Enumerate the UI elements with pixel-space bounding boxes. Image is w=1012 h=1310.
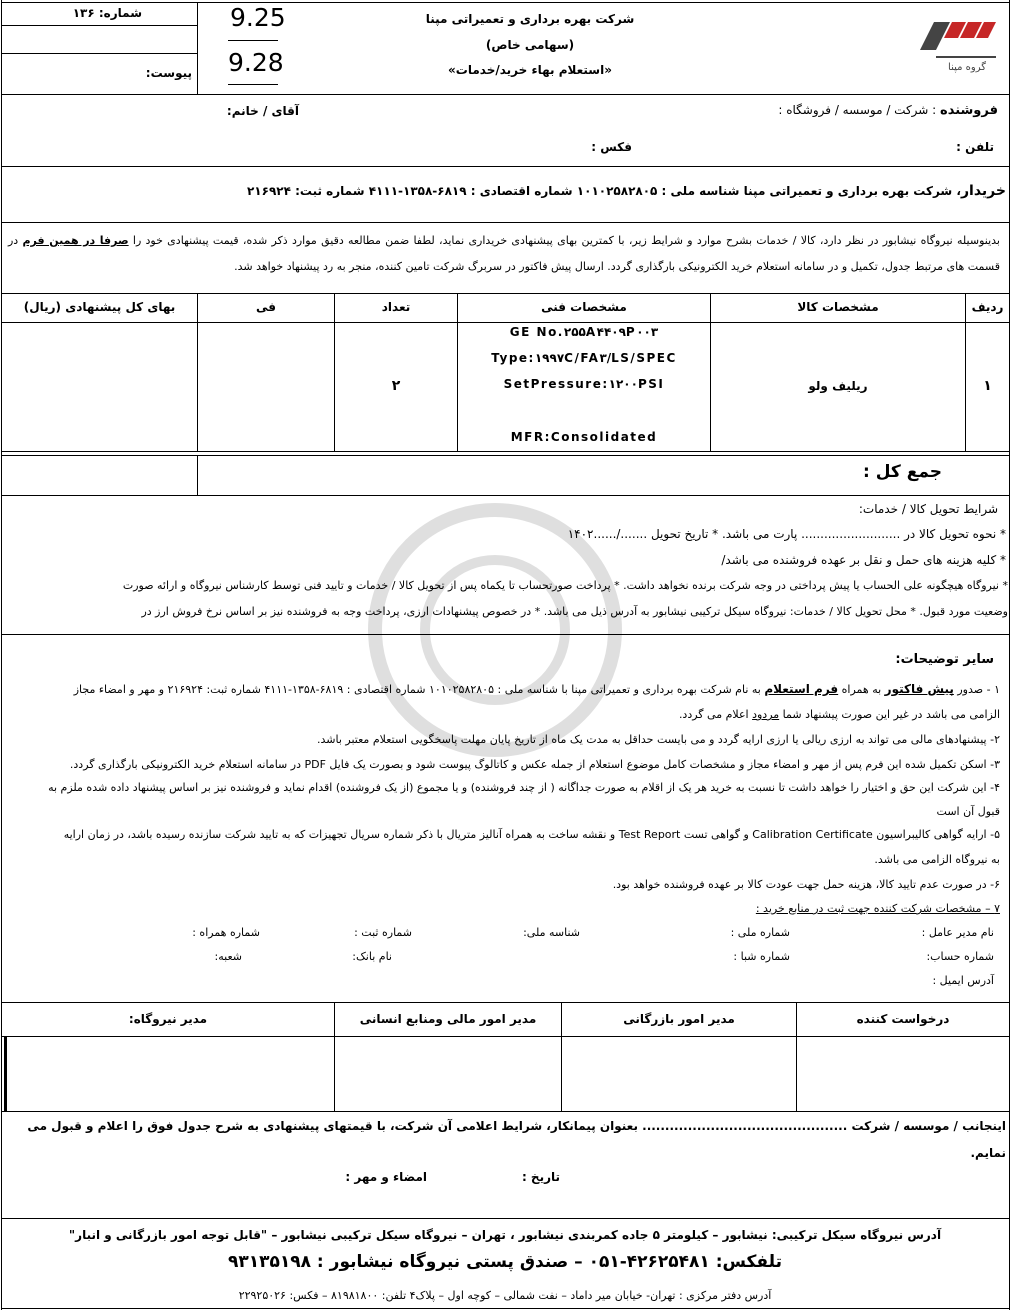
col-divider [4, 1036, 7, 1111]
sig-commerce: مدیر امور بازرگانی [623, 1012, 735, 1026]
handwritten-number-top: 9.25 [230, 3, 286, 32]
note-1-cont [679, 708, 1000, 721]
divider [1, 1036, 1009, 1037]
divider [1, 634, 1009, 635]
buyer-line [247, 183, 1006, 199]
note-5: ۵- ارایه گواهی کالیبراسیون Calibration Certificate و گواهی تست Test Report و نقشه ساخت به همراه آنالیز متریال با ذکر شماره سریال تجهیزات که به تایید شرکت سازنده رسیده باشد، در زمان ارایه [63, 828, 1000, 841]
branch-label: شعبه: [214, 950, 242, 963]
delivery-line3: * نیروگاه هیچگونه علی الحساب یا پیش پرداختی در وجه شرکت برنده نخواهد داشت. * پرداخت صورتحساب تا یکماه پس از تحویل کالا / خدمات و تایید فنی توسط کارشناس نیروگاه و ارائه صورت [122, 579, 1008, 592]
frame-top [1, 2, 1009, 3]
th-qty: تعداد [381, 300, 411, 314]
cell-qty: ۲ [391, 378, 401, 394]
note-7: ۷ – مشخصات شرکت کننده جهت ثبت در منابع خرید : [755, 902, 1000, 915]
col-divider [965, 293, 966, 451]
ceo-label: نام مدیر عامل : [921, 926, 994, 939]
divider [1, 1218, 1009, 1219]
seller-company-label: : شرکت / موسسه / فروشگاه : [778, 103, 937, 117]
note-1-b: پیش فاکتور [884, 682, 954, 696]
th-goods: مشخصات کالا [797, 300, 879, 314]
sheba-label: شماره شبا : [733, 950, 790, 963]
company-national-id-label: شناسه ملی: [523, 926, 580, 939]
divider [197, 2, 198, 94]
divider [1, 222, 1009, 223]
email-label: آدرس ایمیل : [932, 974, 994, 987]
declaration-line1: اینجانب / موسسه / شرکت ............................................. بعنوان پیمانکار، شرایط اعلامی آن شرکت، با قیمتهای پیشنهادی به شرح جدول فوق را اعلام و قبول می [27, 1119, 1006, 1133]
declaration-line2: نمایم. [970, 1146, 1006, 1160]
buyer-text: ، شرکت بهره برداری و تعمیراتی مپنا شناسه ملی : ۱۰۱۰۲۵۸۲۸۰۵ شماره اقتصادی : ۶۸۱۹-۱۳۵۸-۴۱۱۱ شماره ثبت: ۲۱۶۹۲۴ [246, 184, 961, 198]
divider [1, 166, 1009, 167]
seller-label: فروشنده [940, 103, 998, 118]
cell-row: ۱ [983, 378, 992, 394]
handwritten-number-bottom: 9.28 [228, 48, 284, 77]
note-1-h: اعلام می گردد. [678, 708, 753, 721]
note-4-cont: قبول آن است [936, 805, 1000, 818]
attachment-label: پیوست: [145, 66, 192, 80]
company-name: شرکت بهره برداری و تعمیراتی مپنا [425, 12, 635, 26]
frame-left [1, 0, 2, 1310]
bank-label: نام بانک: [352, 950, 392, 963]
note-1 [74, 682, 1000, 696]
col-divider [197, 293, 198, 451]
mobile-label: شماره همراه : [192, 926, 260, 939]
note-3: ۳- اسکن تکمیل شده این فرم پس از مهر و امضاء مجاز و مشخصات کامل موضوع استعلام از جمله عکس و کاتالوگ پیوست شود و بصورت یک فایل PDF در سامانه استعلام خرید الکترونیکی بارگذاری گردد. [69, 758, 1000, 771]
seller-line [778, 103, 998, 118]
divider [1, 293, 1009, 294]
note-1-c: به همراه [838, 683, 885, 696]
cell-tech-1: GE No.۲۵۵A۴۴۰۹P۰۰۳ [509, 325, 659, 339]
cell-goods: ریلیف ولو [808, 379, 868, 393]
sig-finance: مدیر امور مالی ومنابع انسانی [359, 1012, 537, 1026]
cell-tech-4: MFR:Consolidated [510, 430, 658, 444]
note-4: ۴- این شرکت این حق و اختیار را خواهد داشت تا نسبت به خرید هر یک از اقلام به صورت جداگانه ( از چند فروشنده) و یا مجموع (از یک فروشنده) اقدام نماید و فروشنده نیز بر اساس پیشنهاد داده شده ملزم به [48, 781, 1000, 794]
frame-right [1009, 0, 1010, 1310]
phone-label: تلفن : [956, 140, 994, 154]
table-header-bottom [1, 322, 1009, 323]
divider [1, 455, 1009, 456]
svg-text:گروه مپنا: گروه مپنا [948, 62, 986, 73]
note-5-cont: به نیروگاه الزامی می باشد. [874, 853, 1000, 866]
col-divider [334, 293, 335, 451]
intro-emphasis: صرفا در همین فرم [22, 234, 129, 247]
mapna-logo [912, 20, 998, 78]
note-1-a: ۱ - صدور [953, 683, 1000, 696]
form-title: «استعلام بهاء خرید/خدمات» [448, 63, 612, 77]
divider [1, 94, 1009, 95]
footer-address: آدرس نیروگاه سیکل ترکیبی: نیشابور – کیلومتر ۵ جاده کمربندی نیشابور ، تهران – نیروگاه سیکل ترکیبی نیشابور – "قابل توجه امور بازرگانی و انبار" [68, 1228, 942, 1242]
th-tech: مشخصات فنی [541, 300, 627, 314]
col-divider [457, 293, 458, 451]
note-2: ۲- پیشنهادهای مالی می تواند به ارزی ریالی یا ارزی ارایه گردد و می بایست حداقل به مدت یک ماه از تاریخ پایان مهلت پاسخگویی استعلام معتبر باشد. [317, 733, 1000, 746]
buyer-label: خریدار [960, 183, 1006, 199]
intro-part2: در قسمت های مرتبط جدول، تکمیل و در سامانه استعلام خرید الکترونیکی بارگذاری گردد. ارسال پیش فاکتور در سربرگ شرکت تامین کننده، منجر به رد پیشنهاد خواهد شد. [8, 234, 1000, 273]
fax-label: فکس : [591, 140, 632, 154]
note-1-d: فرم استعلام [764, 682, 839, 696]
company-type: (سهامی خاص) [485, 38, 575, 52]
delivery-line4: وضعیت مورد قبول. * محل تحویل کالا / خدمات: نیروگاه سیکل ترکیبی نیشابور به آدرس ذیل می باشد. * در خصوص پیشنهادات ارزی، پرداخت وجه به فروشنده نیز بر اساس نرخ فروش ارز در [141, 605, 1008, 618]
mr-ms-label: آقای / خانم: [226, 104, 299, 118]
reg-no-label: شماره ثبت : [354, 926, 412, 939]
th-unit: فی [256, 300, 276, 314]
intro-paragraph [8, 228, 1000, 280]
divider [1, 53, 197, 54]
divider [228, 84, 278, 85]
divider [1, 25, 197, 26]
sig-requester: درخواست کننده [856, 1012, 950, 1026]
col-divider [710, 293, 711, 451]
delivery-line2: * کلیه هزینه های حمل و نقل بر عهده فروشنده می باشد/ [721, 553, 1006, 567]
intro-part1: بدینوسیله نیروگاه نیشابور در نظر دارد، کالا / خدمات بشرح موارد و شرایط زیر، با کمترین بهای پیشنهادی خریداری نماید، لطفا ضمن مطالعه دقیق موارد ذکر شده، قیمت پیشنهادی خود را [128, 234, 1000, 247]
account-label: شماره حساب: [926, 950, 994, 963]
footer-office: آدرس دفتر مرکزی : تهران- خیابان میر داماد – نفت شمالی – کوچه اول – پلاک۴ تلفن: ۸۱۹۸۱۸۰۰ – فکس: ۲۲۹۲۵۰۲۶ [238, 1289, 772, 1302]
notes-title: سایر توضیحات: [895, 652, 994, 667]
cell-tech-2: Type:۱۹۹۷C/FA۳/LS/SPEC [491, 351, 677, 365]
national-id-label: شماره ملی : [730, 926, 790, 939]
divider [1, 1002, 1009, 1003]
sig-plant: مدیر نیروگاه: [128, 1012, 208, 1026]
note-6: ۶- در صورت عدم تایید کالا، هزینه حمل جهت عودت کالا بر عهده فروشنده خواهد بود. [612, 878, 1000, 891]
footer-phone: تلفکس: ۴۲۶۲۵۴۸۱-۰۵۱ – صندق پستی نیروگاه نیشابور : ۹۳۱۳۵۱۹۸ [228, 1252, 782, 1272]
col-divider [197, 455, 198, 495]
divider [1, 495, 1009, 496]
delivery-line1: * نحوه تحویل کالا در .......................... پارت می باشد. * تاریخ تحویل ......./......۱۴۰۲ [567, 527, 1006, 541]
cell-tech-3: SetPressure:۱۲۰۰PSI [503, 377, 665, 391]
frame-bottom [1, 1308, 1009, 1309]
note-1-e: به نام شرکت بهره برداری و تعمیراتی مپنا با شناسه ملی : ۱۰۱۰۲۵۸۲۸۰۵ شماره اقتصادی : ۶۸۱۹-۱۳۵۸-۴۱۱۱ شماره ثبت: ۲۱۶۹۲۴ و مهر و امضاء مجاز [73, 683, 765, 696]
table-bottom [1, 451, 1009, 452]
divider [228, 40, 278, 41]
note-1-g: مردود [752, 708, 780, 721]
delivery-title: شرایط تحویل کالا / خدمات: [858, 502, 998, 516]
declaration-date: تاریخ : [521, 1170, 560, 1184]
note-1-f: الزامی می باشد در غیر این صورت پیشنهاد شما [779, 708, 1000, 721]
declaration-sign: امضاء و مهر : [345, 1170, 427, 1184]
sum-label: جمع کل : [863, 462, 942, 482]
divider [1, 1111, 1009, 1112]
number-label: شماره: ۱۳۶ [72, 6, 142, 20]
th-total: بهای کل پیشنهادی (ریال) [23, 300, 176, 314]
th-row: ردیف [971, 300, 1004, 314]
